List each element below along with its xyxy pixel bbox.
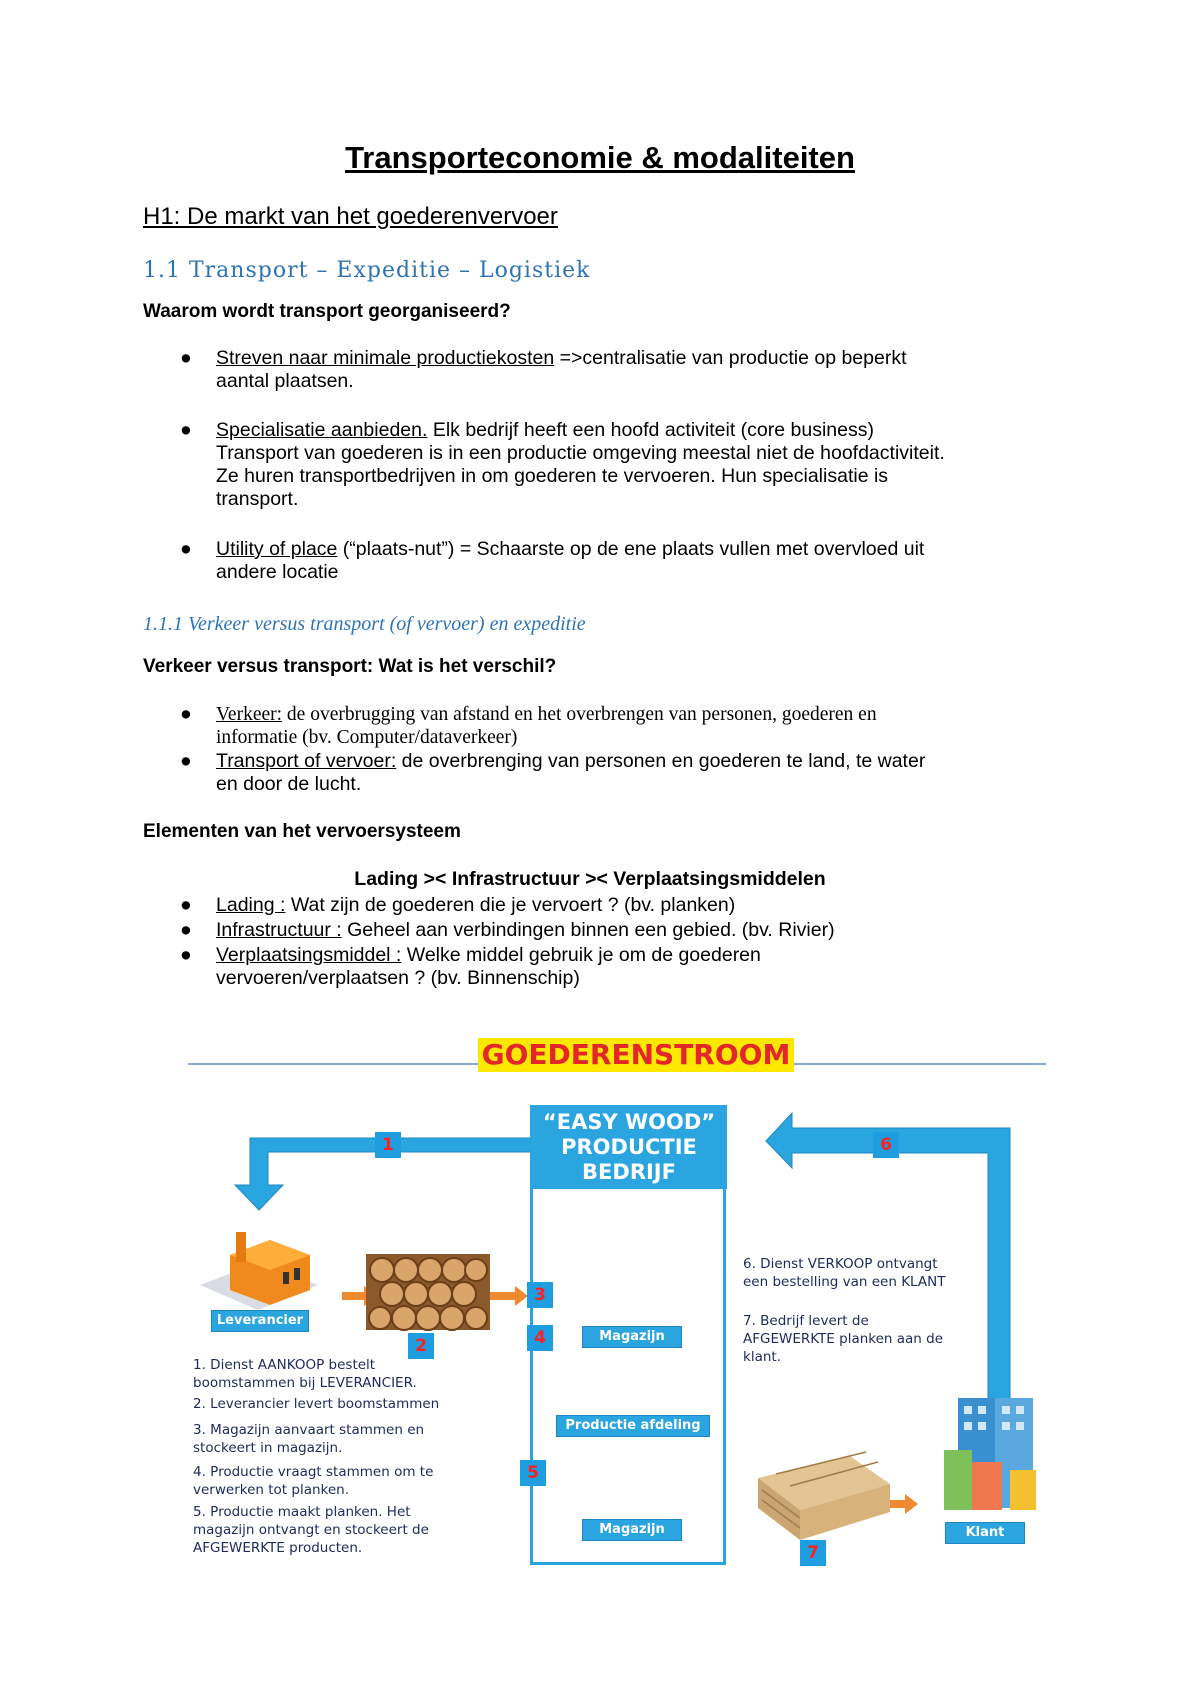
list-item: ● Streven naar minimale productiekosten =>centralisatie van productie op beperkt aantal plaatsen. (180, 347, 907, 392)
steps-list-right: 6. Dienst VERKOOP ontvangt een bestelling van een KLANT 7. Bedrijf levert de AFGEWERKTE planken aan de klant. (743, 1256, 946, 1365)
bullet-icon: ● (180, 894, 192, 916)
step-number-7: 7 (800, 1540, 826, 1566)
list-item: ● Lading : Wat zijn de goederen die je vervoert ? (bv. planken) (180, 894, 736, 916)
label-supplier: Leverancier (211, 1310, 309, 1332)
bullet-icon: ● (180, 703, 192, 725)
bullet-icon: ● (180, 919, 192, 941)
step-number-5: 5 (520, 1460, 546, 1486)
client-building-icon (944, 1398, 1036, 1510)
arrow-orange-icon (490, 1286, 528, 1306)
list-item: ● Utility of place (“plaats-nut”) = Schaarste op de ene plaats vullen met overvloed uit andere locatie (180, 538, 925, 583)
company-name: “EASY WOOD” (542, 1110, 716, 1134)
logs-image (366, 1254, 490, 1330)
label-client: Klant (945, 1522, 1025, 1544)
step-number-1: 1 (375, 1132, 401, 1158)
list-item: ● Infrastructuur : Geheel aan verbindingen binnen een gebied. (bv. Rivier) (180, 919, 835, 941)
step-number-2: 2 (408, 1333, 434, 1359)
section-heading: 1.1 Transport – Expeditie – Logistiek (143, 258, 591, 283)
section-subheading: Elementen van het vervoersysteem (143, 821, 461, 842)
step-number-6: 6 (873, 1132, 899, 1158)
label-warehouse: Magazijn (582, 1519, 682, 1541)
list-item: ● Verplaatsingsmiddel : Welke middel gebruik je om de goederen vervoeren/verplaatsen ? (bv. Binnenschip) (180, 944, 761, 989)
bullet-icon: ● (180, 347, 192, 369)
bullet-icon: ● (180, 538, 192, 560)
subsection-heading: 1.1.1 Verkeer versus transport (of vervoer) en expeditie (143, 613, 586, 635)
diagram-title: GOEDERENSTROOM (478, 1038, 794, 1072)
bullet-icon: ● (180, 944, 192, 966)
factory-icon (200, 1232, 318, 1310)
bullet-icon: ● (180, 419, 192, 441)
company-header: “EASY WOOD” PRODUCTIE BEDRIJF (531, 1105, 727, 1189)
bullet-icon: ● (180, 750, 192, 772)
arrow-orange-icon (888, 1494, 918, 1514)
list-item: ● Specialisatie aanbieden. Elk bedrijf heeft een hoofd activiteit (core business) Transport van goederen is in een productie omgeving meestal niet de hoofdactiviteit. Ze huren transportbedrijven in om goederen te vervoeren. Hun specialisatie is transport. (180, 419, 945, 510)
label-production: Productie afdeling (556, 1415, 710, 1437)
question-heading: Verkeer versus transport: Wat is het verschil? (143, 656, 557, 677)
step-number-3: 3 (527, 1282, 553, 1308)
elements-formula: Lading >< Infrastructuur >< Verplaatsingsmiddelen (354, 868, 826, 890)
steps-list-left: 1. Dienst AANKOOP bestelt boomstammen bij LEVERANCIER. 2. Leverancier levert boomstammen 3. Magazijn aanvaart stammen en stockeert in magazijn. 4. Productie vraagt stammen om te verwerken tot planken. 5. Productie maakt planken. Het magazijn ontvangt en stockeert de AFGEWERKTE producten. (193, 1357, 440, 1556)
step-number-4: 4 (527, 1325, 553, 1351)
label-warehouse: Magazijn (582, 1326, 682, 1348)
list-item: ● Verkeer: de overbrugging van afstand en het overbrengen van personen, goederen en informatie (bv. Computer/dataverkeer) (180, 703, 877, 748)
list-item: ● Transport of vervoer: de overbrenging van personen en goederen te land, te water en door de lucht. (180, 750, 926, 795)
planks-image (758, 1452, 890, 1540)
chapter-heading: H1: De markt van het goederenvervoer (143, 203, 558, 230)
question-heading: Waarom wordt transport georganiseerd? (143, 301, 511, 322)
page-title: Transporteconomie & modaliteiten (345, 140, 855, 175)
